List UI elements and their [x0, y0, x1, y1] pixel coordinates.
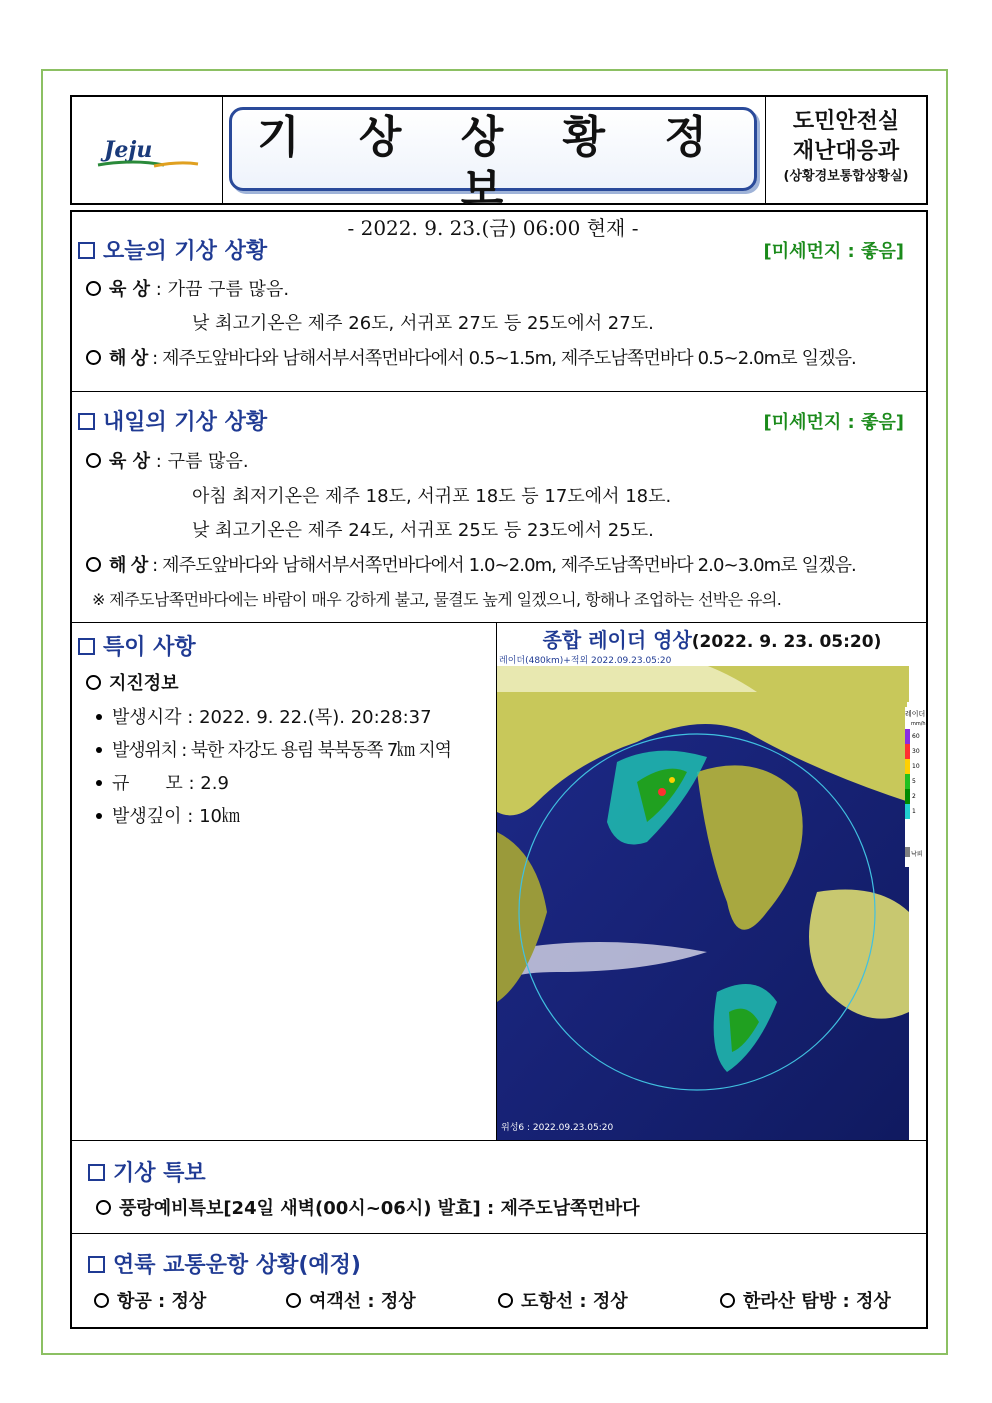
circle-bullet-icon	[86, 350, 101, 365]
circle-bullet-icon	[720, 1293, 735, 1308]
svg-text:레이더(480km)+적외 2022.09.23.05:: 레이더(480km)+적외 2022.09.23.05:20	[499, 656, 672, 666]
checkbox-icon	[78, 242, 95, 259]
quake-item: 규 모 : 2.9	[96, 769, 229, 795]
circle-bullet-icon	[94, 1293, 109, 1308]
circle-bullet-icon	[86, 675, 101, 690]
department	[765, 97, 926, 203]
radar-legend	[905, 707, 926, 867]
page-title: 기 상 상 황 정 보	[257, 112, 729, 215]
quake-item: 발생시각 : 2022. 9. 22.(목). 20:28:37	[96, 703, 432, 729]
circle-bullet-icon	[96, 1200, 111, 1215]
svg-text:위성6 : 2022.09.23.05:20: 위성6 : 2022.09.23.05:20	[501, 1123, 614, 1133]
quake-item: 발생위치 : 북한 자강도 용림 북북동쪽 7㎞ 지역	[96, 736, 451, 762]
legend-swatch	[905, 789, 910, 804]
circle-bullet-icon	[86, 281, 101, 296]
today-title: 오늘의 기상 상황	[78, 234, 267, 265]
circle-bullet-icon	[86, 557, 101, 572]
today-sea: 해 상 : 제주도앞바다와 남해서부서쪽먼바다에서 0.5~1.5m, 제주도남쪽먼바다 0.5~2.0m로 일겠음.	[86, 344, 856, 370]
quake-item: 발생깊이 : 10㎞	[96, 802, 240, 828]
divider	[72, 1140, 926, 1141]
circle-bullet-icon	[286, 1293, 301, 1308]
tomorrow-land-3: 낮 최고기온은 제주 24도, 서귀포 25도 등 23도에서 25도.	[192, 520, 654, 541]
tomorrow-sea: 해 상 : 제주도앞바다와 남해서부서쪽먼바다에서 1.0~2.0m, 제주도남쪽먼바다 2.0~3.0m로 일겠음.	[86, 551, 856, 577]
today-land: 육 상 : 가끔 구름 많음.	[86, 275, 289, 301]
svg-text:mm/h: mm/h	[911, 721, 926, 727]
traffic-item-ferry: 여객선 : 정상	[286, 1287, 416, 1313]
divider	[72, 1233, 926, 1234]
jeju-logo	[94, 133, 204, 173]
traffic-item-hallasan: 한라산 탐방 : 정상	[720, 1287, 891, 1313]
legend-swatch	[905, 774, 910, 789]
traffic-title: 연륙 교통운항 상황(예정)	[88, 1248, 361, 1279]
today-dust: [미세먼지 : 좋음]	[763, 241, 904, 262]
dept-line2: 재난대응과	[792, 139, 900, 164]
bullet-icon	[96, 813, 102, 819]
legend-swatch	[905, 759, 910, 774]
checkbox-icon	[78, 638, 95, 655]
checkbox-icon	[88, 1164, 105, 1181]
dept-line3: (상황경보통합상황실)	[783, 169, 909, 184]
bullet-icon	[96, 780, 102, 786]
legend-label: 30	[912, 748, 920, 755]
traffic-item-islandferry: 도항선 : 정상	[498, 1287, 628, 1313]
report-datetime: - 2022. 9. 23.(금) 06:00 현재 -	[347, 216, 639, 240]
legend-swatch	[905, 804, 910, 819]
header	[70, 95, 928, 240]
svg-text:Jeju: Jeju	[104, 137, 153, 163]
tomorrow-land: 육 상 : 구름 많음.	[86, 447, 249, 473]
tomorrow-land-2: 아침 최저기온은 제주 18도, 서귀포 18도 등 17도에서 18도.	[192, 486, 672, 507]
tomorrow-dust: [미세먼지 : 좋음]	[763, 412, 904, 433]
svg-text:낙뢰: 낙뢰	[911, 851, 923, 858]
radar-image	[497, 652, 909, 1140]
main-content	[70, 210, 928, 1329]
checkbox-icon	[78, 413, 95, 430]
bullet-icon	[96, 747, 102, 753]
svg-text:레이더: 레이더	[905, 710, 926, 718]
legend-swatch	[905, 744, 910, 759]
bullet-icon	[96, 714, 102, 720]
legend-swatch	[905, 729, 910, 744]
circle-bullet-icon	[86, 453, 101, 468]
warning-title: 기상 특보	[88, 1156, 206, 1187]
legend-label: 10	[912, 763, 920, 770]
divider	[72, 622, 926, 623]
logo-cell	[72, 97, 223, 203]
legend-label: 2	[912, 793, 916, 800]
today-land-2: 낮 최고기온은 제주 26도, 서귀포 27도 등 25도에서 27도.	[192, 313, 654, 334]
quake-title: 지진정보	[86, 669, 179, 695]
title-box	[229, 107, 757, 240]
legend-label: 1	[912, 808, 916, 815]
legend-label: 60	[912, 733, 920, 740]
dept-line1: 도민안전실	[792, 109, 900, 134]
circle-bullet-icon	[498, 1293, 513, 1308]
special-title: 특이 사항	[78, 630, 196, 661]
warning-item: 풍랑예비특보[24일 새벽(00시~06시) 발효] : 제주도남쪽먼바다	[96, 1194, 640, 1220]
radar-title: 종합 레이더 영상(2022. 9. 23. 05:20)	[542, 628, 882, 652]
checkbox-icon	[88, 1256, 105, 1273]
legend-label: 5	[912, 778, 916, 785]
traffic-item-air: 항공 : 정상	[94, 1287, 206, 1313]
tomorrow-title: 내일의 기상 상황	[78, 405, 267, 436]
divider	[72, 391, 926, 392]
tomorrow-note: ※ 제주도남쪽먼바다에는 바람이 매우 강하게 불고, 물결도 높게 일겠으니, 항해나 조업하는 선박은 유의.	[92, 590, 782, 609]
